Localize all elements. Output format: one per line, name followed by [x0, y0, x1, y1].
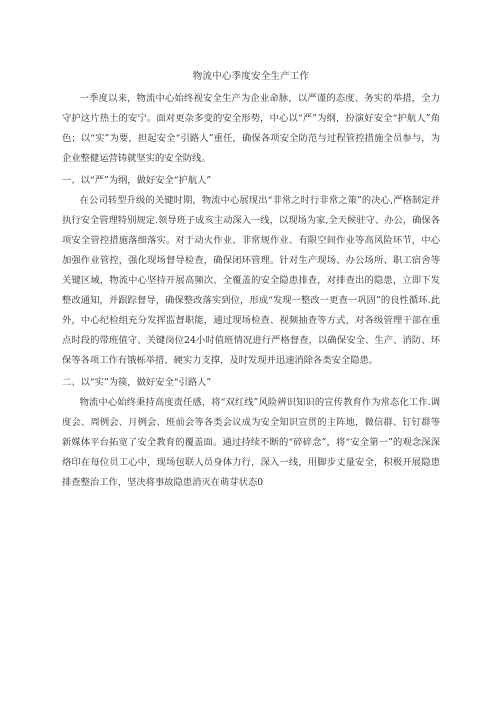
document-title: 物流中心季度安全生产工作: [192, 71, 310, 82]
section-heading-1: 一、以“严”为纲，做好安全“护航人”: [62, 175, 212, 186]
section-2-paragraph: 物流中心始终秉持高度责任感，将“双红线”风险辨识知识的宣传教育作为常态化工作.调度会、周例会、月例会、班前会等各类会议成为安全知识宣贯的主阵地，微信群、钉钉群等新媒体平台拓宽了安全教育的覆盖面。通过持续不断的“碎碎念”，将“安全第一”的观念深深烙印在每位员工心中，现场包联人员身体力行，深入一线，用脚步丈量安全，积极开展隐患排查整治工作，坚决将事故隐患消灭在萌芽状态0: [62, 397, 440, 488]
section-heading-2: 二、以“实”为篌，做好安全“引路人”: [62, 377, 212, 388]
section-1-paragraph: 在公司转型升级的关键时期，物流中心展现出“非常之时行非常之策”的决心,严格制定并执行安全管理特别规定.领导班子成亥主动深入一线，以现场为家,全天候驻守、办公，确保各项安全管控措施落细落实。对于动火作业、非常规作业、有限空间作业等高风险环节，中心加强作业管控，强化现场督导检查，确保闭环管理。针对生产现场、办公场所、职工宿舍等关键区域，物流中心坚持开展高频次、全覆盖的安全隐患排查，对排查出的隐患，立即下发整改通知，并跟踪督导，确保整改落实到位，形成“发现一整改一更查一巩固”的良性循环.此外，中心纪检组充分发挥监督职能，通过现场检查、视频抽查等方式，对各级管理干部在重点时段的带班值守、关键岗位24小时值班情况进行严格督查，以确保安全、生产、消防、环保等各项工作有饿栎举措、硬实力支撑，及时发现并迅速消除各类安全隐患。: [62, 195, 440, 366]
document-page: [62, 70, 440, 493]
intro-paragraph: 一季度以来，物流中心始终视安全生产为企业命脉，以严谨的态度、务实的举措，全力守护这片热土的安宁。面对更杂多变的安全形势，中心以“严”为纲，扮演好安全“护航人”角色；以“实”为要，担起安全“引路人”重任，确保各项安全防范与过程管控措施全员参与，为企业整健运营铸就坚实的安全防线。: [62, 93, 440, 164]
